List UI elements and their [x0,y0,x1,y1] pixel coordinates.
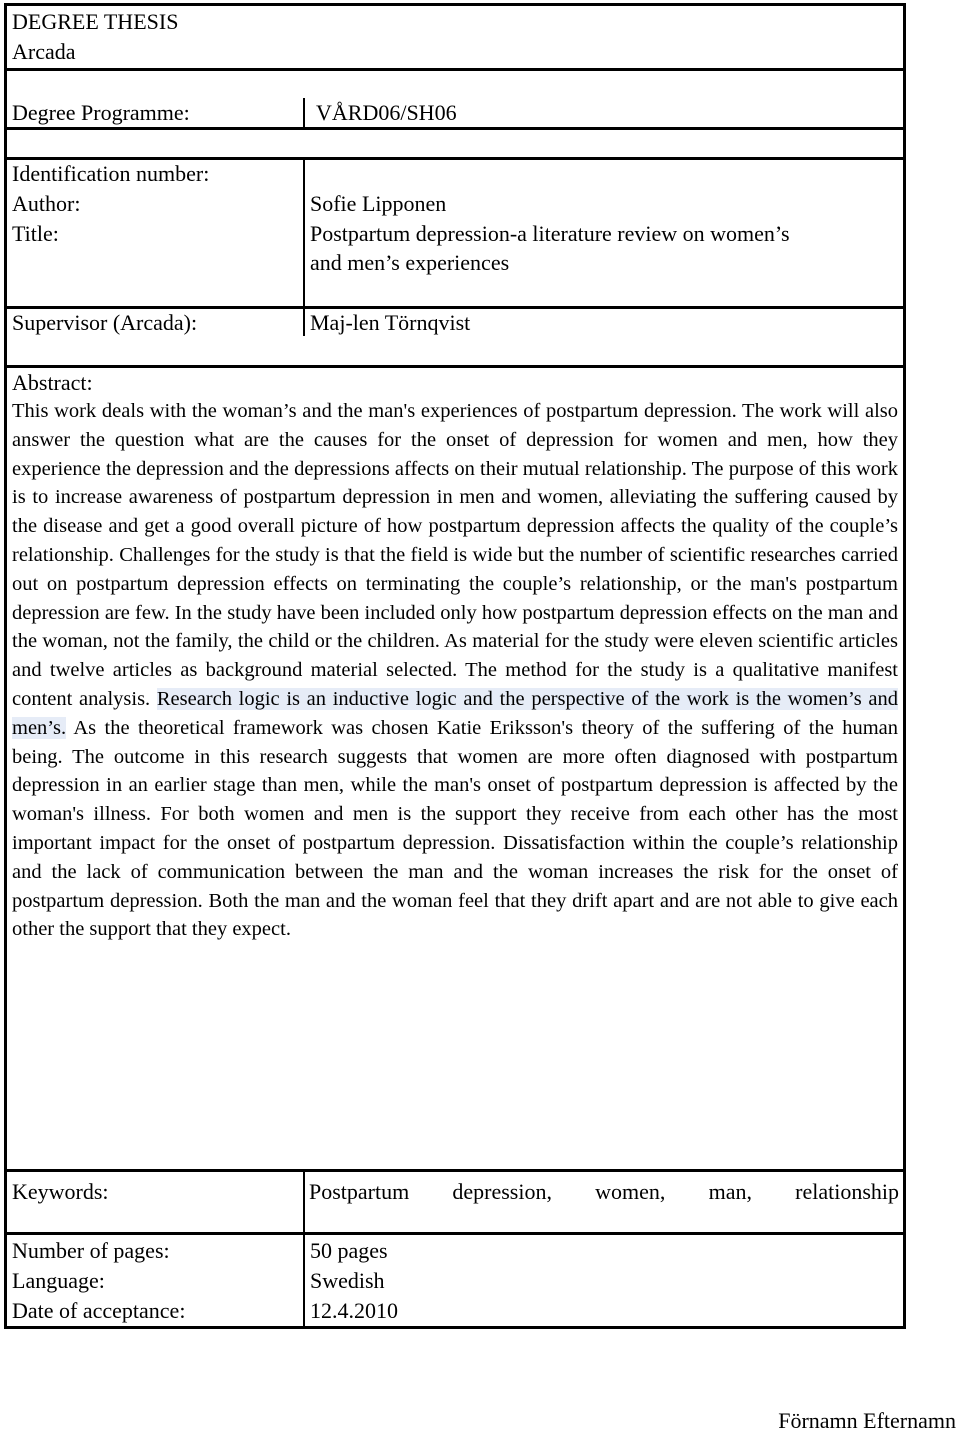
document-type: DEGREE THESIS [12,9,179,34]
column-divider [303,157,305,336]
programme-label: Degree Programme: [12,100,190,125]
author-value: Sofie Lipponen [310,191,447,216]
column-divider [303,1169,305,1326]
institution-name: Arcada [12,39,76,64]
acceptance-date-label: Date of acceptance: [12,1298,186,1323]
title-value-line2: and men’s experiences [310,250,510,275]
supervisor-label: Supervisor (Arcada): [12,310,198,335]
programme-value: VÅRD06/SH06 [316,100,457,125]
author-label: Author: [12,191,81,216]
title-value-line1: Postpartum depression-a literature review on women’s [310,221,790,246]
row-divider [7,68,903,71]
abstract-text-part: This work deals with the woman’s and the man's experiences of postpartum depression. The work will also answer the question what are the causes for the onset of depression for women and men, how they experience the depression and the depressions affects on their mutual relationship. The purpose of this work is to increase awareness of postpartum depression in men and women, alleviating the suffering caused by the disease and get a good overall picture of how postpartum depression affects the quality of the couple’s relationship. Challenges for the study is that the field is wide but the number of scientific researches carried out on postpartum depression effects on terminating the couple’s relationship, or the man's postpartum depression are few. In the study have been included only how postpartum depression effects on the man and the woman, not the family, the child or the children. As material for the study were eleven scientific articles and twelve articles as background material selected. The method for the study is a qualitative manifest content analysis. [12,400,898,710]
supervisor-value: Maj-len Törnqvist [310,310,471,335]
thesis-info-table [4,3,906,1329]
keywords-value: Postpartum depression, women, man, relationship [309,1179,899,1204]
identification-label: Identification number: [12,161,210,186]
keywords-label: Keywords: [12,1179,109,1204]
row-divider [7,365,903,368]
abstract-highlighted-text: Research logic is an inductive logic and the perspective of the work is the women’s and men’s. [12,687,898,739]
pages-value: 50 pages [310,1238,388,1263]
language-value: Swedish [310,1268,385,1293]
pages-label: Number of pages: [12,1238,170,1263]
row-divider [7,1232,903,1235]
footer-name: Förnamn Efternamn [778,1408,956,1433]
abstract-text [12,397,898,944]
column-divider [303,98,305,130]
acceptance-date-value: 12.4.2010 [310,1298,398,1323]
language-label: Language: [12,1268,105,1293]
abstract-label: Abstract: [12,370,93,395]
abstract-text-part: As the theoretical framework was chosen Katie Eriksson's theory of the suffering of the human being. The outcome in this research suggests that women are more often diagnosed with postpartum depression in an earlier stage than men, while the man's onset of postpartum depression is affected by the woman's illness. For both women and men is the support they receive from each other has the most important impact for the onset of postpartum depression. Dissatisfaction within the couple’s relationship and the lack of communication between the man and the woman increases the risk for the onset of postpartum depression. Both the man and the woman feel that they drift apart and are not able to give each other the support that they expect. [12,716,898,941]
title-label: Title: [12,221,59,246]
row-divider [7,1169,903,1172]
